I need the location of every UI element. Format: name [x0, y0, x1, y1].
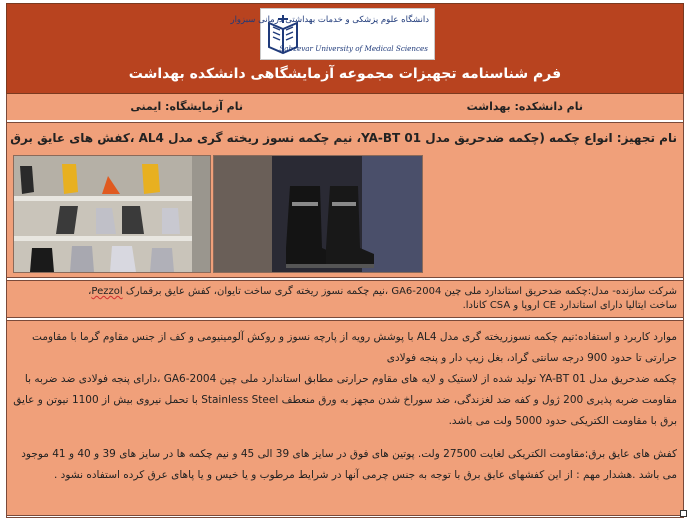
manufacturer-text — [17, 285, 677, 313]
usage-paragraph-2: چکمه ضدحریق مدل YA-BT 01 تولید شده از لاستیک و لایه های مقاوم حرارتی مطابق استاندارد ملی چین GA6-2004 ،دارای پنجه فولادی ضد ضربه با مقاومت ضربه پذیری 200 ژول و کفه ضد لغزندگی، ضد سوراخ شدن مجهز به ورق منعطف Stainless Steel با تحمل نیروی بیش از 1100 نیوتن و عایق برق با مقاومت الکتریکی حدود 5000 ولت می باشد. — [13, 373, 677, 427]
manufacturer-line1-end: ، — [88, 286, 92, 297]
school-info-row — [6, 94, 684, 120]
logo-text-fa: دانشگاه علوم پزشکی و خدمات بهداشتی درمانی سبزوار — [230, 15, 429, 25]
university-logo — [230, 8, 435, 60]
manufacturer-line1: شرکت سازنده- مدل:چکمه ضدحریق استاندارد ملی چین GA6-2004 ،نیم چکمه نسوز ریخته گری ساخت تایوان، کفش عایق برقمارک — [125, 286, 677, 297]
boots-display-image — [13, 156, 210, 273]
manufacturer-line2: ساخت ایتالیا دارای استاندارد CE اروپا و CSA کانادا. — [462, 300, 677, 311]
logo-text-en: Sabzevar University of Medical Sciences — [279, 44, 428, 53]
usage-paragraph-1: موارد کاربرد و استفاده:نیم چکمه نسوزریخته گری مدل AL4 با پوشش رویه از پارچه نسوز و روکش آلومینیومی و کف از جنس مقاوم گرما با مقاومت حرارتی تا حدود 900 درجه سانتی گراد، بغل زیپ دار و پنجه فولادی — [32, 331, 677, 364]
college-name: نام دانشکده: بهداشت — [466, 100, 583, 113]
usage-paragraph-3: کفش های عایق برق:مقاومت الکتریکی لغایت 27500 ولت. پوتین های فوق در سایز های 39 الی 45 و نیم چکمه ها در سایز های 39 و 40 و 41 موجود می باشد .هشدار مهم : از این کفشهای عایق برق با توجه به جنس چرمی آنها در شرایط مرطوب و یا خیس و یا پاهای عرق کرده استفاده نشود . — [21, 448, 677, 481]
device-section — [6, 122, 684, 278]
fire-boots-image — [213, 156, 422, 273]
form-title: فرم شناسنامه تجهیزات مجموعه آزمایشگاهی دانشکده بهداشت — [128, 66, 562, 82]
usage-text — [13, 327, 677, 486]
usage-section — [6, 320, 684, 516]
resize-handle[interactable] — [680, 510, 687, 517]
form-header — [6, 3, 684, 94]
boots-display-photo — [13, 155, 211, 273]
brand-name: Pezzol — [91, 286, 123, 297]
lab-name: نام آزمایشگاه: ایمنی — [130, 100, 243, 113]
device-name: نام تجهیز: انواع چکمه (چکمه ضدحریق مدل YA-BT 01، نیم چکمه نسوز ریخته گری مدل AL4 ،کفش های عایق برق — [10, 131, 677, 145]
fire-boots-photo — [213, 155, 423, 273]
manufacturer-section — [6, 280, 684, 318]
